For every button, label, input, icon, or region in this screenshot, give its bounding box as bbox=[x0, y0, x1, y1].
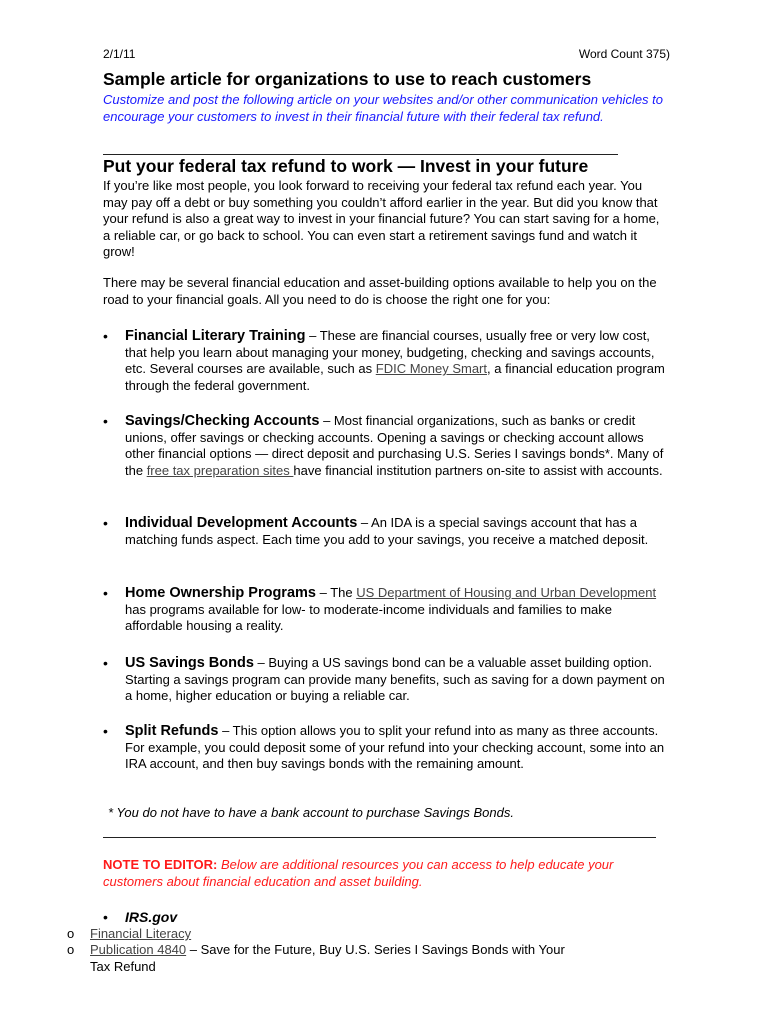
editor-note-label: NOTE TO EDITOR: bbox=[103, 857, 218, 872]
item-name: Financial Literary Training bbox=[125, 328, 306, 344]
item-name: Individual Development Accounts bbox=[125, 515, 358, 531]
article-title: Put your federal tax refund to work — Invest in your future bbox=[103, 156, 589, 176]
bullet-icon: • bbox=[103, 413, 108, 429]
item-text-end: have financial institution partners on-site to assist with accounts. bbox=[293, 462, 663, 478]
bullet-icon: • bbox=[103, 515, 108, 531]
paragraph-intro: If you’re like most people, you look forward to receiving your federal tax refund each year. You may pay off a debt or buy something you couldn’t afford earlier in the year. But did you know that your refund is also a great way to invest in your financial future? You can start saving for a home, a reliable car, or go back to school. You can even start a retirement savings fund and watch it grow! bbox=[103, 178, 660, 259]
item-text: – These are financial courses, usually free or very low cost, that help you learn about managing your money, budgeting, checking and savings accounts, etc. Several courses are available, such as bbox=[125, 328, 655, 376]
hud-link[interactable]: US Department of Housing and Urban Development bbox=[356, 585, 657, 600]
financial-literacy-link[interactable]: Financial Literacy bbox=[90, 926, 192, 941]
header-word-count: Word Count 375) bbox=[578, 47, 670, 61]
resource-heading: IRS.gov bbox=[125, 909, 178, 925]
title-divider bbox=[103, 154, 618, 155]
item-text: – The bbox=[315, 585, 357, 600]
bullet-icon: • bbox=[103, 723, 108, 739]
item-text-end: , a financial education program through the federal government. bbox=[125, 361, 665, 393]
bullet-icon: • bbox=[103, 655, 108, 671]
item-name: Savings/Checking Accounts bbox=[125, 413, 320, 429]
free-tax-prep-sites-link[interactable]: free tax preparation sites bbox=[146, 462, 294, 478]
resource-text: – Save for the Future, Buy U.S. Series I Savings Bonds with Your Tax Refund bbox=[90, 942, 565, 974]
fdic-money-smart-link[interactable]: FDIC Money Smart bbox=[375, 361, 487, 376]
item-text-end: has programs available for low- to moderate-income individuals and families to make affordable housing a reality. bbox=[125, 601, 613, 633]
item-name: Home Ownership Programs bbox=[125, 585, 316, 601]
item-name: Split Refunds bbox=[125, 723, 219, 739]
item-text: – This option allows you to split your refund into as many as three accounts. For example, you could deposit some of your refund into your checking account, some into an IRA account, and then buy savings bonds with the remaining amount. bbox=[125, 723, 665, 771]
document-title: Sample article for organizations to use to reach customers bbox=[103, 69, 592, 89]
editor-note bbox=[103, 857, 668, 890]
header-date: 2/1/11 bbox=[103, 47, 136, 61]
sub-bullet-icon: o bbox=[67, 926, 75, 941]
paragraph-options: There may be several financial education and asset-building options available to help you on the road to your financial goals. All you need to do is choose the right one for you: bbox=[103, 275, 657, 307]
item-text: – An IDA is a special savings account that has a matching funds aspect. Each time you add to your savings, you receive a matched deposit. bbox=[125, 515, 649, 547]
footnote-divider bbox=[103, 837, 656, 838]
bullet-icon: • bbox=[103, 585, 108, 601]
savings-bond-footnote: * You do not have to have a bank account to purchase Savings Bonds. bbox=[108, 805, 514, 820]
item-name: US Savings Bonds bbox=[125, 655, 254, 671]
publication-4840-link[interactable]: Publication 4840 bbox=[90, 942, 187, 957]
intro-instructions: Customize and post the following article on your websites and/or other communication vehicles to encourage your customers to invest in their financial future with their federal tax refund. bbox=[103, 92, 664, 124]
sub-bullet-icon: o bbox=[67, 942, 75, 957]
item-text: – Most financial organizations, such as banks or credit unions, offer savings or checking accounts. Opening a savings or checking account allows other financial options — direct deposit and purchasing U.S. Series I savings bonds*. Many of the bbox=[125, 413, 664, 478]
editor-note-text: Below are additional resources you can access to help educate your customers about financial education and asset building. bbox=[103, 857, 614, 889]
bullet-icon: • bbox=[103, 909, 108, 925]
bullet-icon: • bbox=[103, 328, 108, 344]
item-text: – Buying a US savings bond can be a valuable asset building option. Starting a savings program can provide many benefits, such as saving for a down payment on a home, higher education or buying a reliable car. bbox=[125, 655, 665, 703]
